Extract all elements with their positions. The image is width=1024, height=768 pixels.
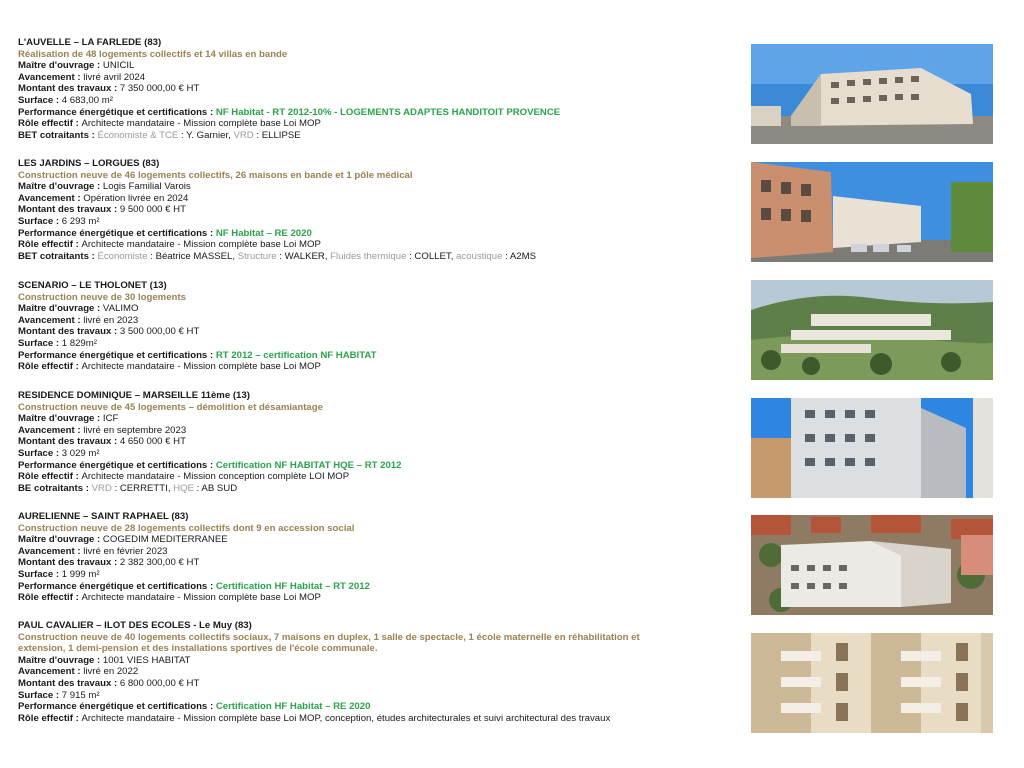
photo-facade-balconies-le-muy (751, 633, 993, 733)
amount-label: Montant des travaux (18, 204, 112, 216)
surface-label: Surface (18, 337, 54, 349)
role-value: Architecte mandataire - Mission complète base Loi MOP (81, 592, 321, 604)
project-subtitle: Construction neuve de 45 logements – démolition et désamiantage (18, 401, 323, 413)
project-subtitle: Construction neuve de 28 logements collectifs dont 9 en accession social (18, 522, 355, 534)
surface-value: 1 829m² (61, 337, 97, 349)
client-row: Maître d'ouvrage : COGEDIM MEDITERRANEE (18, 534, 228, 546)
client-label: Maître d'ouvrage (18, 534, 95, 546)
performance-row: Performance énergétique et certifications : Certification HF Habitat – RT 2012 (18, 580, 370, 592)
progress-value: livré en 2022 (83, 666, 139, 678)
surface-value: 3 029 m² (61, 447, 100, 459)
amount-value: 2 382 300,00 € HT (119, 557, 200, 569)
cotraitant-name: WALKER (284, 250, 325, 262)
amount-value: 4 650 000 € HT (119, 436, 186, 448)
client-value: UNICIL (102, 60, 135, 72)
progress-row: Avancement : livré en 2023 (18, 314, 139, 326)
progress-label: Avancement (18, 192, 75, 204)
progress-row: Avancement : livré en 2022 (18, 666, 139, 678)
cotraitant-name: Y. Garnier (186, 129, 229, 141)
project-entry (18, 37, 738, 141)
project-title: SCENARIO – LE THOLONET (13) (18, 280, 167, 291)
role-row: Rôle effectif : Architecte mandataire - Mission complète base Loi MOP (18, 361, 321, 373)
photo-hillside-render-tholonet (751, 280, 993, 380)
progress-label: Avancement (18, 424, 75, 436)
progress-value: livré en février 2023 (83, 545, 168, 557)
cotraitants-label: BET cotraitants (18, 129, 89, 141)
amount-row: Montant des travaux : 4 650 000 € HT (18, 436, 186, 448)
amount-label: Montant des travaux (18, 83, 112, 95)
amount-row: Montant des travaux : 9 500 000 € HT (18, 204, 186, 216)
amount-value: 3 500 000,00 € HT (119, 326, 200, 338)
performance-value: Certification NF HABITAT HQE – RT 2012 (215, 459, 402, 471)
project-subtitle-continued: extension, 1 demi-pension et des installations sportives de l'école communale. (18, 643, 378, 655)
progress-label: Avancement (18, 71, 75, 83)
performance-value: Certification HF Habitat – RE 2020 (215, 701, 371, 713)
performance-label: Performance énergétique et certifications (18, 580, 208, 592)
performance-label: Performance énergétique et certifications (18, 701, 208, 713)
surface-row: Surface : 7 915 m² (18, 689, 100, 701)
role-value: Architecte mandataire - Mission complète base Loi MOP, conception, études architecturales et suivi architectural des travaux (81, 712, 611, 724)
photo-apartment-complex-la-farlede (751, 44, 993, 144)
project-title: RESIDENCE DOMINIQUE – MARSEILLE 11ème (13) (18, 390, 250, 401)
surface-label: Surface (18, 568, 54, 580)
role-label: Rôle effectif (18, 239, 73, 251)
surface-label: Surface (18, 447, 54, 459)
client-label: Maître d'ouvrage (18, 413, 95, 425)
cotraitant-role: Fluides thermique (330, 250, 407, 262)
surface-label: Surface (18, 689, 54, 701)
performance-label: Performance énergétique et certifications (18, 227, 208, 239)
client-row: Maître d'ouvrage : ICF (18, 413, 119, 425)
cotraitant-role: Économiste (97, 250, 148, 262)
role-label: Rôle effectif (18, 592, 73, 604)
client-value: COGEDIM MEDITERRANEE (102, 534, 228, 546)
cotraitant-name: A2MS (509, 250, 537, 262)
performance-label: Performance énergétique et certifications (18, 349, 208, 361)
progress-row: Avancement : livré en février 2023 (18, 545, 168, 557)
project-entry (18, 390, 738, 494)
cotraitant-role: Structure (237, 250, 277, 262)
progress-value: livré en septembre 2023 (83, 424, 187, 436)
role-row: Rôle effectif : Architecte mandataire - Mission complète base Loi MOP (18, 592, 321, 604)
role-label: Rôle effectif (18, 712, 73, 724)
performance-value: NF Habitat – RE 2020 (215, 227, 312, 239)
project-subtitle: Construction neuve de 40 logements collectifs sociaux, 7 maisons en duplex, 1 salle de spectacle, 1 école maternelle en réhabilitation et (18, 631, 640, 643)
amount-row: Montant des travaux : 2 382 300,00 € HT (18, 557, 200, 569)
cotraitant-name: AB SUD (201, 482, 238, 494)
photo-residence-marseille (751, 398, 993, 498)
progress-value: livré avril 2024 (83, 71, 146, 83)
cotraitant-name: CERRETTI (119, 482, 168, 494)
amount-row: Montant des travaux : 6 800 000,00 € HT (18, 677, 200, 689)
photo-street-housing-lorgues (751, 162, 993, 262)
cotraitant-role: Économiste & TCE (97, 129, 179, 141)
performance-value: Certification HF Habitat – RT 2012 (215, 580, 370, 592)
client-label: Maître d'ouvrage (18, 60, 95, 72)
project-subtitle: Construction neuve de 46 logements collectifs, 26 maisons en bande et 1 pôle médical (18, 169, 413, 181)
project-title: AURELIENNE – SAINT RAPHAEL (83) (18, 511, 189, 522)
client-label: Maître d'ouvrage (18, 181, 95, 193)
performance-value: NF Habitat - RT 2012-10% - LOGEMENTS ADAPTES HANDITOIT PROVENCE (215, 106, 561, 118)
performance-row: Performance énergétique et certifications : NF Habitat – RE 2020 (18, 227, 312, 239)
amount-label: Montant des travaux (18, 677, 112, 689)
surface-label: Surface (18, 215, 54, 227)
cotraitants-row: BET cotraitants : Économiste & TCE : Y. Garnier, VRD : ELLIPSE (18, 129, 301, 141)
role-label: Rôle effectif (18, 471, 73, 483)
progress-label: Avancement (18, 314, 75, 326)
amount-value: 7 350 000,00 € HT (119, 83, 200, 95)
project-title: L'AUVELLE – LA FARLEDE (83) (18, 37, 162, 48)
client-value: Logis Familial Varois (102, 181, 191, 193)
amount-row: Montant des travaux : 7 350 000,00 € HT (18, 83, 200, 95)
cotraitants-label: BE cotraitants (18, 482, 84, 494)
client-row: Maître d'ouvrage : 1001 VIES HABITAT (18, 654, 191, 666)
client-value: ICF (102, 413, 119, 425)
project-subtitle: Réalisation de 48 logements collectifs et 14 villas en bande (18, 48, 288, 60)
project-entry (18, 620, 738, 724)
role-value: Architecte mandataire - Mission conception complète LOI MOP (81, 471, 350, 483)
client-label: Maître d'ouvrage (18, 654, 95, 666)
performance-row: Performance énergétique et certifications : NF Habitat - RT 2012-10% - LOGEMENTS ADAPTES HANDITOIT PROVENCE (18, 106, 561, 118)
role-label: Rôle effectif (18, 118, 73, 130)
surface-value: 7 915 m² (61, 689, 100, 701)
progress-label: Avancement (18, 666, 75, 678)
progress-value: Opération livrée en 2024 (83, 192, 189, 204)
performance-row: Performance énergétique et certifications : Certification NF HABITAT HQE – RT 2012 (18, 459, 402, 471)
surface-row: Surface : 4 683,00 m² (18, 94, 113, 106)
performance-label: Performance énergétique et certifications (18, 106, 208, 118)
cotraitant-name: ELLIPSE (261, 129, 301, 141)
role-row: Rôle effectif : Architecte mandataire - Mission complète base Loi MOP (18, 239, 321, 251)
cotraitant-role: acoustique (456, 250, 503, 262)
client-value: 1001 VIES HABITAT (102, 654, 191, 666)
role-value: Architecte mandataire - Mission complète base Loi MOP (81, 118, 321, 130)
surface-value: 1 999 m² (61, 568, 100, 580)
amount-label: Montant des travaux (18, 436, 112, 448)
cotraitant-name: COLLET (414, 250, 451, 262)
surface-value: 4 683,00 m² (61, 94, 113, 106)
client-row: Maître d'ouvrage : UNICIL (18, 60, 135, 72)
project-subtitle: Construction neuve de 30 logements (18, 291, 186, 303)
progress-row: Avancement : Opération livrée en 2024 (18, 192, 189, 204)
cotraitants-row: BE cotraitants : VRD : CERRETTI, HQE : AB SUD (18, 482, 238, 494)
progress-value: livré en 2023 (83, 314, 139, 326)
role-row: Rôle effectif : Architecte mandataire - Mission conception complète LOI MOP (18, 471, 350, 483)
project-title: LES JARDINS – LORGUES (83) (18, 158, 160, 169)
surface-value: 6 293 m² (61, 215, 100, 227)
role-value: Architecte mandataire - Mission complète base Loi MOP (81, 239, 321, 251)
amount-value: 9 500 000 € HT (119, 204, 186, 216)
surface-row: Surface : 3 029 m² (18, 447, 100, 459)
surface-row: Surface : 1 829m² (18, 337, 97, 349)
amount-row: Montant des travaux : 3 500 000,00 € HT (18, 326, 200, 338)
surface-row: Surface : 1 999 m² (18, 568, 100, 580)
role-value: Architecte mandataire - Mission complète base Loi MOP (81, 361, 321, 373)
project-title: PAUL CAVALIER – ILOT DES ECOLES - Le Muy (83) (18, 620, 252, 631)
performance-label: Performance énergétique et certifications (18, 459, 208, 471)
cotraitant-name: Béatrice MASSEL (155, 250, 233, 262)
role-row: Rôle effectif : Architecte mandataire - Mission complète base Loi MOP, conception, études architecturales et suivi architectural des travaux (18, 712, 611, 724)
client-row: Maître d'ouvrage : VALIMO (18, 303, 139, 315)
project-entry (18, 280, 738, 373)
performance-row: Performance énergétique et certifications : RT 2012 – certification NF HABITAT (18, 349, 377, 361)
amount-value: 6 800 000,00 € HT (119, 677, 200, 689)
photo-aerial-saint-raphael (751, 515, 993, 615)
role-label: Rôle effectif (18, 361, 73, 373)
progress-row: Avancement : livré avril 2024 (18, 71, 146, 83)
project-entry (18, 158, 738, 262)
cotraitants-row: BET cotraitants : Économiste : Béatrice MASSEL, Structure : WALKER, Fluides thermique : COLLET, acoustique : A2MS (18, 250, 537, 262)
cotraitants-label: BET cotraitants (18, 250, 89, 262)
project-entry (18, 511, 738, 604)
client-row: Maître d'ouvrage : Logis Familial Varois (18, 181, 191, 193)
cotraitant-role: HQE (173, 482, 194, 494)
amount-label: Montant des travaux (18, 557, 112, 569)
surface-row: Surface : 6 293 m² (18, 215, 100, 227)
client-value: VALIMO (102, 303, 139, 315)
role-row: Rôle effectif : Architecte mandataire - Mission complète base Loi MOP (18, 118, 321, 130)
performance-value: RT 2012 – certification NF HABITAT (215, 349, 377, 361)
client-label: Maître d'ouvrage (18, 303, 95, 315)
progress-row: Avancement : livré en septembre 2023 (18, 424, 187, 436)
cotraitant-role: VRD (233, 129, 254, 141)
performance-row: Performance énergétique et certifications : Certification HF Habitat – RE 2020 (18, 701, 371, 713)
amount-label: Montant des travaux (18, 326, 112, 338)
progress-label: Avancement (18, 545, 75, 557)
surface-label: Surface (18, 94, 54, 106)
cotraitant-role: VRD (91, 482, 112, 494)
